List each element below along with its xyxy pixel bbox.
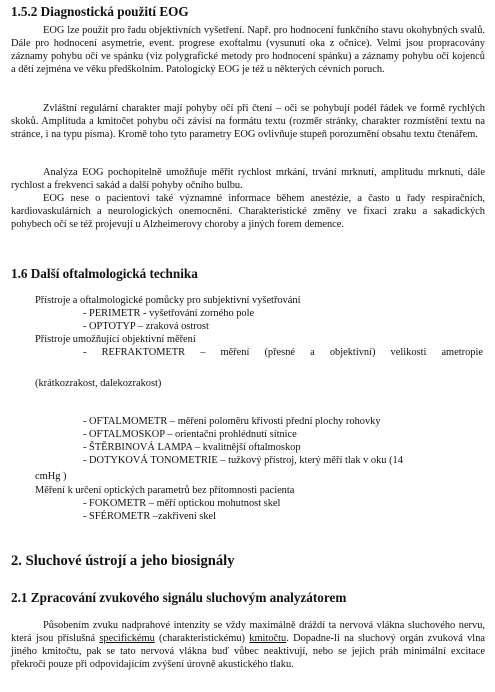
list-item-perimetr: - PERIMETR - vyšetřování zorného pole <box>83 308 255 319</box>
section-heading-2-1: 2.1 Zpracování zvukového signálu sluchovým analyzátorem <box>11 590 347 605</box>
section-heading-1-6: 1.6 Další oftalmologická technika <box>11 266 198 281</box>
list-item-oftalmometr: - OFTALMOMETR – měření poloměru křivosti přední plochy rohovky <box>83 416 381 427</box>
paragraph-text: Analýza EOG pochopitelně umožňuje měřit rychlost mrkání, trvání mrknutí, amplitudu mrknutí, dále rychlost a frekvenci sakád a další pohyby očního bulbu. <box>11 167 485 191</box>
paragraph-eog-uses <box>11 25 485 77</box>
paragraph-text: . Dopadne-li na sluchový orgán zvuková vlna jiného kmitočtu, pak se tato nervová vlákna buď vůbec neaktivují, nebo se jejich práh minimální excitace překročí pouze při odpovídajícím zvýšení úrovně akustického tlaku. <box>11 632 486 670</box>
list-group-objective: Přístroje umožňující objektivní měření <box>35 334 196 345</box>
paragraph-text: Působením zvuku nadprahové intenzity se vždy maximálně dráždí ta nervová vlákna sluchového nervu, která jsou příslušná <box>11 620 485 644</box>
paragraph-reading-movements <box>11 103 485 142</box>
paragraph-text: EOG lze použít pro řadu objektivních vyšetření. Např. pro hodnocení funkčního stavu okohybných svalů. Dále pro hodnocení asymetrie, event. progrese exoftalmu (vysunutí oka z očnice). Velmi jsou propracovány záznamy pohybu očí ve spánku (viz polygrafické metody pro hodnocení spánku) a záznamy pohybu očí kojenců a dětí zejména ve věku předškolním. Patologický EOG je též u některých cévních poruch. <box>11 25 485 75</box>
underlined-term-specific: specifickému <box>99 632 155 644</box>
chapter-heading-2: 2. Sluchové ústrojí a jeho biosignály <box>11 553 235 569</box>
paragraph-text: EOG nese o pacientovi také významné informace během anestézie, a často u řady respiračních, kardiovaskulárních a neurologických onemocnění. Charakteristické změny ve fixaci zraku a sakadických pohybech očí se též projevují u Alzheimerovy choroby a jiných forem demence. <box>11 193 485 230</box>
list-item-dotykova-cont: cmHg ) <box>35 471 67 482</box>
paragraph-sound-processing <box>11 620 485 672</box>
paragraph-text: (charakteristickému) <box>154 632 250 644</box>
list-item-refraktometr: - REFRAKTOMETR – měření (přesné a objektivní) velikosti ametropie <box>83 347 483 358</box>
list-item-fokometr: - FOKOMETR – měří optickou mohutnost skel <box>83 498 281 509</box>
paragraph-blink-analysis <box>11 167 485 193</box>
list-group-subjective: Přístroje a oftalmologické pomůcky pro subjektivní vyšetřování <box>35 295 301 306</box>
list-item-refraktometr-note: (krátkozrakost, dalekozrakost) <box>35 378 162 389</box>
paragraph-text: Zvláštní regulární charakter mají pohyby očí při čtení – oči se pohybují podél řádek ve formě rychlých skoků. Amplituda a kmitočet pohybu očí závisí na formátu textu (rozměr stránky, charakter rozmístění textu na stránce, i na typu písma). Kromě toho tyto parametry EOG ovlivňuje stupeň porozumění obsahu textu čtenářem. <box>11 103 485 140</box>
list-item-sterbinova-lampa: - ŠTĚRBINOVÁ LAMPA – kvalitnější oftalmoskop <box>83 442 301 453</box>
paragraph-anesthesia <box>11 193 485 232</box>
list-item-optotyp: - OPTOTYP – zraková ostrost <box>83 321 209 332</box>
list-group-no-patient: Měření k určení optických parametrů bez přítomnosti pacienta <box>35 485 295 496</box>
section-heading-1-5-2: 1.5.2 Diagnostická použití EOG <box>11 4 189 19</box>
list-item-sferometr: - SFÉROMETR –zakřivení skel <box>83 511 217 522</box>
list-item-oftalmoskop: - OFTALMOSKOP – orientační prohlédnutí sítnice <box>83 429 297 440</box>
underlined-term-frequency: kmitočtu <box>249 632 287 644</box>
list-item-dotykova-tonometrie: - DOTYKOVÁ TONOMETRIE – tužkový přístroj, který měří tlak v oku (14 <box>83 455 403 466</box>
